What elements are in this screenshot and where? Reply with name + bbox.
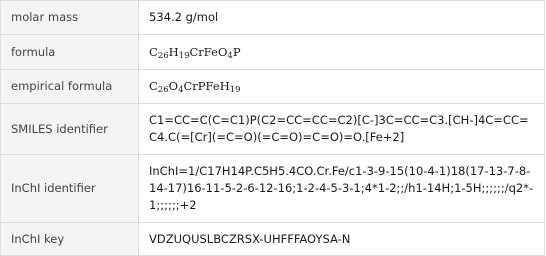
row-value-empirical-formula: $C_{26}O_4CrPFeH_{19}$ xyxy=(139,70,545,104)
table-row xyxy=(1,35,545,70)
row-value-smiles: C1=CC=C(C=C1)P(C2=CC=CC=C2)[C-]3C=CC=C3.[CH-]4C=CC=C4.C(=[Cr](=C=O)(=C=O)=C=O)=O.[Fe+2] xyxy=(139,104,545,155)
row-label-molar-mass: molar mass xyxy=(1,1,139,35)
row-value-inchi: InChI=1/C17H14P.C5H5.4CO.Cr.Fe/c1-3-9-15(10-4-1)18(17-13-7-8-14-17)16-11-5-2-6-12-16;1-2-4-5-3-1;4*1-2;;/h1-14H;1-5H;;;;;;/q2*-1;;;;;;+2 xyxy=(139,155,545,223)
table-row xyxy=(1,1,545,35)
row-value-inchi-key: VDZUQUSLBCZRSX-UHFFFAOYSA-N xyxy=(139,223,545,256)
table-row xyxy=(1,104,545,155)
row-label-smiles: SMILES identifier xyxy=(1,104,139,155)
row-value-formula: $C_{26}H_{19}CrFeO_4P$ xyxy=(139,35,545,70)
row-label-inchi-key: InChI key xyxy=(1,223,139,256)
row-label-formula: formula xyxy=(1,35,139,70)
table-row xyxy=(1,223,545,256)
row-label-empirical-formula: empirical formula xyxy=(1,70,139,104)
row-value-molar-mass: 534.2 g/mol xyxy=(139,1,545,35)
table-row xyxy=(1,70,545,104)
table-row xyxy=(1,155,545,223)
row-label-inchi: InChI identifier xyxy=(1,155,139,223)
